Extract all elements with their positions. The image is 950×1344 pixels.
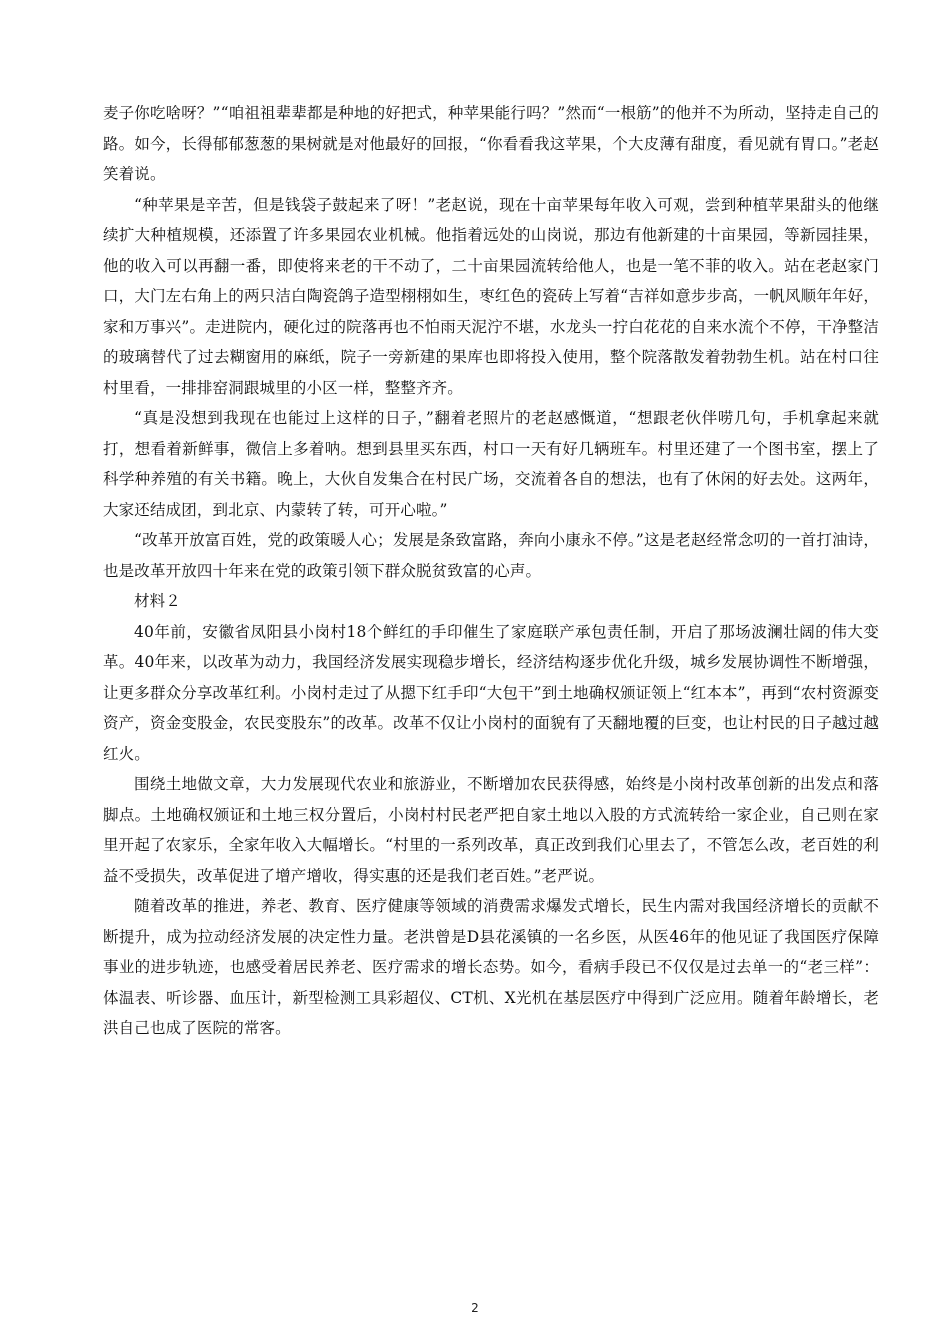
paragraph-7: 随着改革的推进，养老、教育、医疗健康等领域的消费需求爆发式增长，民生内需对我国经济增长的贡献不断提升，成为拉动经济发展的决定性力量。老洪曾是D县花溪镇的一名乡医，从医46年的他见证了我国医疗保障事业的进步轨迹，也感受着居民养老、医疗需求的增长态势。如今，看病手段已不仅仅是过去单一的“老三样”：体温表、听诊器、血压计，新型检测工具彩超仪、CT机、X光机在基层医疗中得到广泛应用。随着年龄增长，老洪自己也成了医院的常客。 <box>103 897 879 1037</box>
paragraph-6: 围绕土地做文章，大力发展现代农业和旅游业，不断增加农民获得感，始终是小岗村改革创新的出发点和落脚点。土地确权颁证和土地三权分置后，小岗村村民老严把自家土地以入股的方式流转给一家企业，自己则在家里开起了农家乐，全家年收入大幅增长。“村里的一系列改革，真正改到我们心里去了，不管怎么改，老百姓的利益不受损失，改革促进了增产增收，得实惠的还是我们老百姓。”老严说。 <box>103 775 879 885</box>
paragraph-2: “种苹果是辛苦，但是钱袋子鼓起来了呀！”老赵说，现在十亩苹果每年收入可观，尝到种植苹果甜头的他继续扩大种植规模，还添置了许多果园农业机械。他指着远处的山岗说，那边有他新建的十亩果园，等新园挂果，他的收入可以再翻一番，即使将来老的干不动了，二十亩果园流转给他人，也是一笔不菲的收入。站在老赵家门口，大门左右角上的两只洁白陶瓷鸽子造型栩栩如生，枣红色的瓷砖上写着“吉祥如意步步高，一帆风顺年年好，家和万事兴”。走进院内，硬化过的院落再也不怕雨天泥泞不堪，水龙头一拧白花花的自来水流个不停，干净整洁的玻璃替代了过去糊窗用的麻纸，院子一旁新建的果库也即将投入使用，整个院落散发着勃勃生机。站在村口往村里看，一排排窑洞跟城里的小区一样，整整齐齐。 <box>103 195 879 397</box>
paragraph-4: “改革开放富百姓，党的政策暖人心；发展是条致富路，奔向小康永不停。”这是老赵经常念叨的一首打油诗，也是改革开放四十年来在党的政策引领下群众脱贫致富的心声。 <box>103 531 879 580</box>
document-body <box>103 98 879 1044</box>
section-heading-material-2: 材料２ <box>134 592 181 610</box>
paragraph-3: “真是没想到我现在也能过上这样的日子，”翻着老照片的老赵感慨道，“想跟老伙伴唠几句，手机拿起来就打，想看着新鲜事，微信上多着呐。想到县里买东西，村口一天有好几辆班车。村里还建了一个图书室，摆上了科学种养殖的有关书籍。晚上，大伙自发集合在村民广场，交流着各自的想法，也有了休闲的好去处。这两年，大家还结成团，到北京、内蒙转了转，可开心啦。” <box>103 409 879 519</box>
page-number: 2 <box>471 1301 479 1315</box>
paragraph-5: 40年前，安徽省凤阳县小岗村18个鲜红的手印催生了家庭联产承包责任制，开启了那场波澜壮阔的伟大变革。40年来，以改革为动力，我国经济发展实现稳步增长，经济结构逐步优化升级，城乡发展协调性不断增强，让更多群众分享改革红利。小岗村走过了从摁下红手印“大包干”到土地确权颁证领上“红本本”，再到“农村资源变资产，资金变股金，农民变股东”的改革。改革不仅让小岗村的面貌有了天翻地覆的巨变，也让村民的日子越过越红火。 <box>103 622 879 763</box>
paragraph-1: 麦子你吃啥呀？”“咱祖祖辈辈都是种地的好把式，种苹果能行吗？”然而“一根筋”的他并不为所动，坚持走自己的路。如今，长得郁郁葱葱的果树就是对他最好的回报，“你看看我这苹果，个大皮薄有甜度，看见就有胃口。”老赵笑着说。 <box>103 104 879 183</box>
